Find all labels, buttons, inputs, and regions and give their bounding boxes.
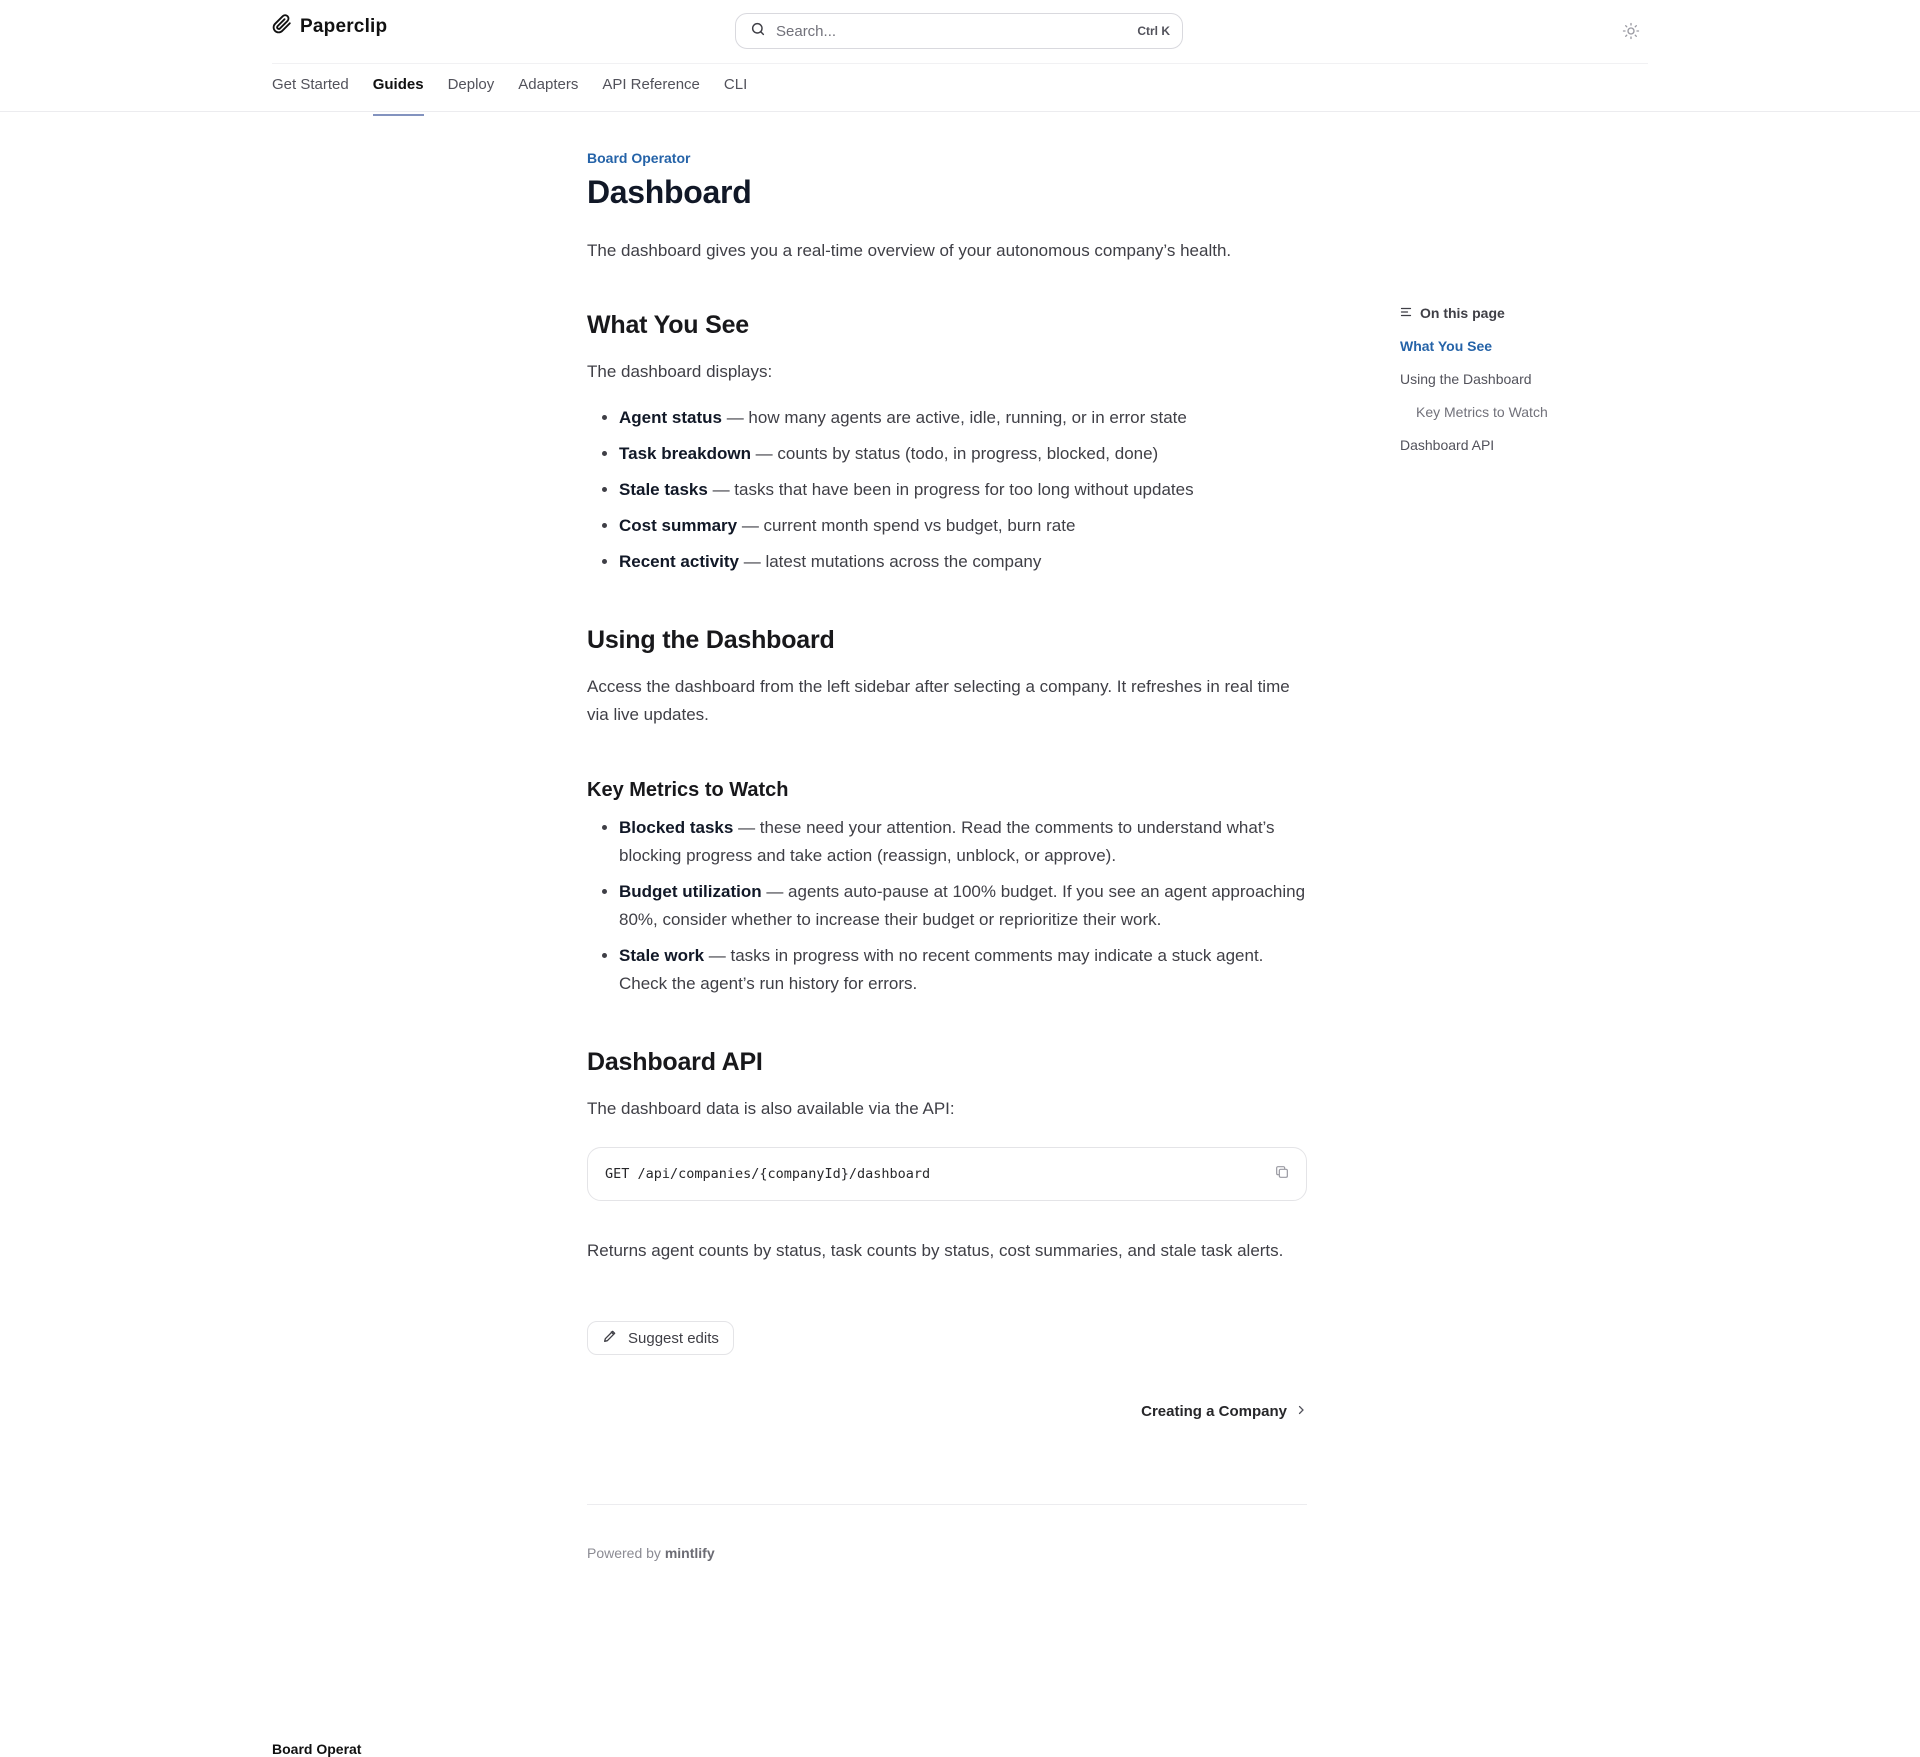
list-item: • Blocked tasks — these need your attention. Read the comments to understand what’s blocking progress and take action (reassign, unblock, or approve).: [619, 814, 1307, 870]
toc-item-what-you-see[interactable]: What You See: [1400, 338, 1493, 354]
code-block: [587, 1147, 1307, 1201]
heading-using-dashboard: Using the Dashboard: [587, 626, 835, 654]
list-icon: [1400, 305, 1412, 321]
next-page-link[interactable]: [587, 1403, 1307, 1420]
logo-text: Paperclip: [300, 15, 388, 37]
list-item: • Stale tasks — tasks that have been in progress for too long without updates: [619, 476, 1307, 504]
toc-item-key-metrics[interactable]: Key Metrics to Watch: [1416, 404, 1548, 420]
nav-divider: [0, 111, 1920, 112]
sidebar-group-label: Board Operat: [272, 1741, 362, 1757]
list-item: • Agent status — how many agents are active, idle, running, or in error state: [619, 404, 1307, 432]
page-lead: The dashboard gives you a real-time overview of your autonomous company’s health.: [587, 241, 1232, 260]
main-content: [587, 150, 1307, 1561]
pencil-icon: [602, 1328, 618, 1348]
next-page-label: Creating a Company: [1141, 1403, 1287, 1420]
heading-what-you-see: What You See: [587, 311, 749, 339]
search-input[interactable]: [735, 13, 1183, 49]
list-item: • Budget utilization — agents auto-pause at 100% budget. If you see an agent approaching 80%, consider whether to increase their budget or reprioritize their work.: [619, 878, 1307, 934]
list-item: • Recent activity — latest mutations across the company: [619, 548, 1307, 576]
api-intro: The dashboard data is also available via the API:: [587, 1099, 955, 1118]
header-divider: [272, 63, 1648, 64]
mintlify-logo: mintlify: [664, 1545, 715, 1561]
tab-cli[interactable]: CLI: [723, 76, 748, 93]
powered-by[interactable]: Powered by mintlify: [587, 1545, 715, 1561]
what-you-see-intro: The dashboard displays:: [587, 362, 773, 381]
page-title: Dashboard: [587, 174, 752, 210]
footer-divider: [587, 1504, 1307, 1505]
copy-icon[interactable]: [1274, 1164, 1290, 1185]
search-icon: [750, 21, 766, 42]
logo[interactable]: [272, 14, 387, 39]
list-item: • Cost summary — current month spend vs budget, burn rate: [619, 512, 1307, 540]
sun-icon[interactable]: [1622, 22, 1640, 45]
list-item: • Stale work — tasks in progress with no recent comments may indicate a stuck agent. Check the agent’s run history for errors.: [619, 942, 1307, 998]
suggest-edits-label: Suggest edits: [628, 1329, 719, 1347]
suggest-edits-button[interactable]: [587, 1321, 734, 1355]
using-dashboard-body: Access the dashboard from the left sidebar after selecting a company. It refreshes in real time via live updates.: [587, 677, 1290, 724]
tab-guides[interactable]: Guides: [373, 76, 424, 115]
list-item: • Task breakdown — counts by status (todo, in progress, blocked, done): [619, 440, 1307, 468]
tab-get-started[interactable]: Get Started: [272, 76, 349, 93]
breadcrumb[interactable]: Board Operator: [587, 150, 691, 166]
toc-header: On this page: [1400, 305, 1630, 321]
tab-adapters[interactable]: Adapters: [518, 76, 579, 93]
heading-dashboard-api: Dashboard API: [587, 1048, 763, 1076]
toc-item-using-dashboard[interactable]: Using the Dashboard: [1400, 371, 1532, 387]
heading-key-metrics: Key Metrics to Watch: [587, 779, 789, 801]
search-shortcut: Ctrl K: [1137, 24, 1170, 38]
key-metrics-list: [587, 814, 1307, 998]
tab-api-reference[interactable]: API Reference: [602, 76, 700, 93]
top-nav: [272, 76, 747, 115]
api-outro: Returns agent counts by status, task counts by status, cost summaries, and stale task alerts.: [587, 1241, 1284, 1260]
table-of-contents: [1400, 305, 1630, 453]
search-placeholder: Search...: [776, 22, 837, 40]
paperclip-icon: [272, 14, 292, 39]
code-text: GET /api/companies/{companyId}/dashboard: [605, 1166, 931, 1182]
tab-deploy[interactable]: Deploy: [447, 76, 495, 93]
chevron-right-icon: [1295, 1403, 1307, 1420]
toc-item-dashboard-api[interactable]: Dashboard API: [1400, 437, 1495, 453]
what-you-see-list: [587, 404, 1307, 576]
